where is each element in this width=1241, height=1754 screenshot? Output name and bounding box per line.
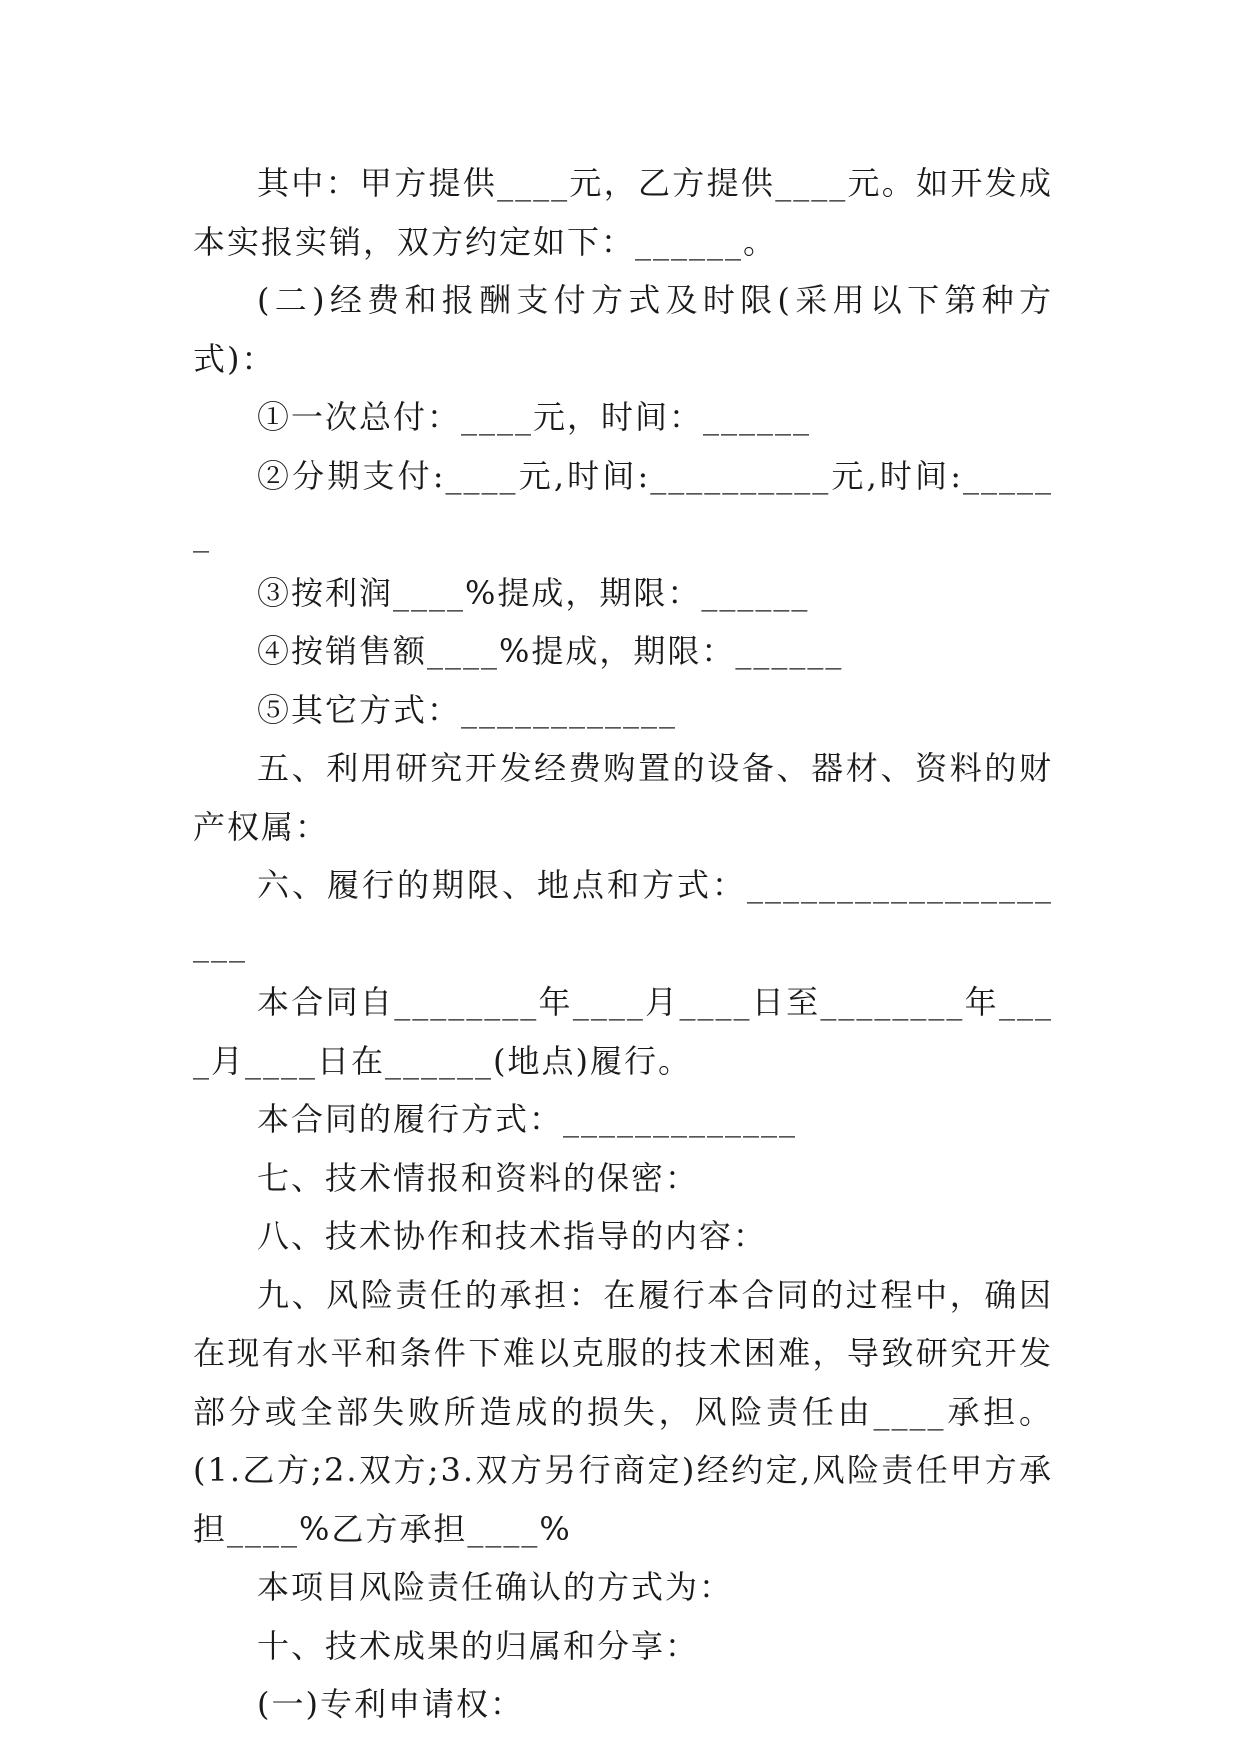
- paragraph-other-method: ⑤其它方式：____________: [257, 690, 678, 729]
- paragraph-risk-confirmation: 本项目风险责任确认的方式为：: [257, 1568, 734, 1606]
- document-body: [193, 154, 1053, 1734]
- paragraph-section-5: 五、利用研究开发经费购置的设备、器材、资料的财产权属：: [193, 749, 1053, 846]
- paragraph-sales-share: ④按销售额____%提成，期限：______: [257, 632, 844, 670]
- paragraph-performance-method: 本合同的履行方式：_____________: [257, 1100, 798, 1138]
- paragraph-funding-split: 其中：甲方提供____元，乙方提供____元。如开发成本实报实销，双方约定如下：______。: [193, 164, 1053, 261]
- paragraph-lump-sum: ①一次总付：____元，时间：______: [257, 398, 812, 436]
- paragraph-section-10: 十、技术成果的归属和分享：: [257, 1626, 700, 1665]
- paragraph-section-9: 九、风险责任的承担：在履行本合同的过程中，确因在现有水平和条件下难以克服的技术困难，导致研究开发部分或全部失败所造成的损失，风险责任由____承担。(1.乙方;2.双方;3.双方另行商定)经约定,风险责任甲方承担____%乙方承担____%: [193, 1275, 1053, 1548]
- paragraph-section-6: 六、履行的期限、地点和方式：____________________: [193, 866, 1053, 963]
- paragraph-section-8: 八、技术协作和技术指导的内容：: [257, 1217, 768, 1255]
- paragraph-installments: ②分期支付:____元,时间:__________元,时间:______: [193, 456, 1053, 553]
- paragraph-patent-right: (一)专利申请权：: [257, 1685, 524, 1723]
- paragraph-contract-period: 本合同自________年____月____日至________年____月____日在______(地点)履行。: [193, 983, 1053, 1080]
- paragraph-section-7: 七、技术情报和资料的保密：: [257, 1158, 700, 1197]
- paragraph-profit-share: ③按利润____%提成，期限：______: [257, 573, 810, 612]
- paragraph-payment-method-heading: (二)经费和报酬支付方式及时限(采用以下第种方式)：: [193, 281, 1053, 378]
